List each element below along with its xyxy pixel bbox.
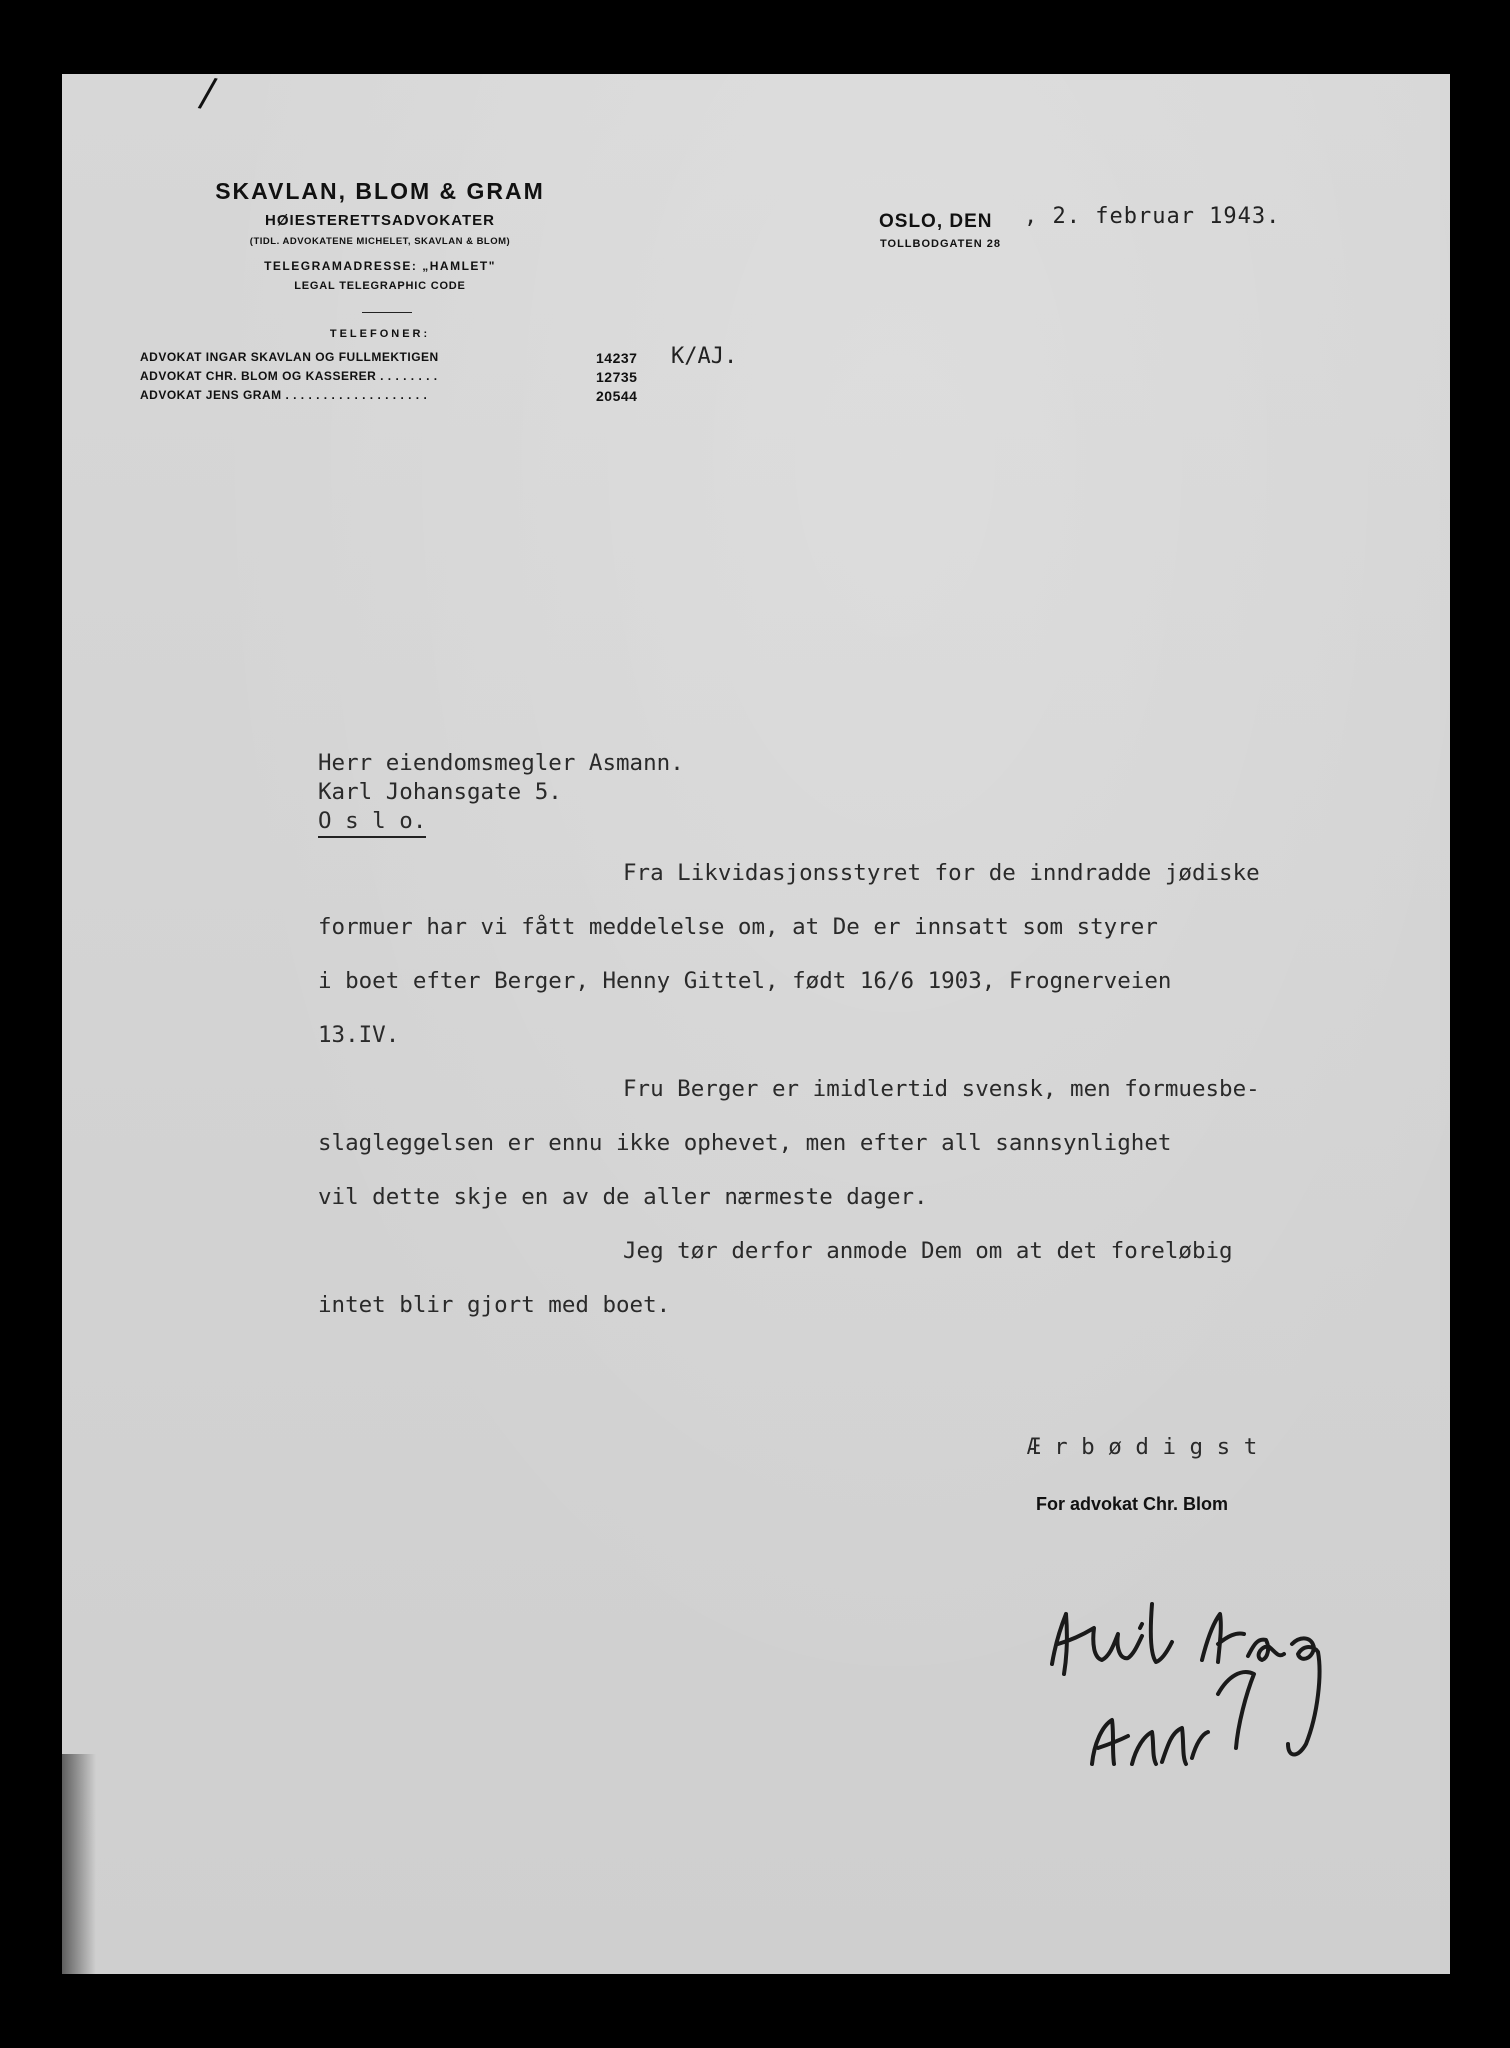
recipient-city-text: O s l o.: [318, 808, 426, 838]
phone-number: 12735: [596, 369, 638, 385]
body-line: intet blir gjort med boet.: [318, 1292, 671, 1318]
phone-row: [140, 350, 660, 366]
firm-name: SKAVLAN, BLOM & GRAM: [215, 178, 545, 204]
body-line: Fra Likvidasjonsstyret for de inndradde jødiske: [623, 860, 1260, 886]
phone-row: [140, 369, 660, 385]
phone-number: 14237: [596, 350, 638, 366]
phone-name: ADVOKAT INGAR SKAVLAN OG FULLMEKTIGEN: [140, 350, 439, 364]
body-line: Fru Berger er imidlertid svensk, men formuesbe-: [623, 1076, 1260, 1102]
handwritten-signature: [1022, 1544, 1422, 1804]
recipient-line-1: Herr eiendomsmegler Asmann.: [318, 750, 684, 776]
letter-date: , 2. februar 1943.: [1024, 204, 1281, 229]
phone-name: ADVOKAT CHR. BLOM OG KASSERER . . . . . . . .: [140, 369, 438, 383]
reference-code: K/AJ.: [671, 344, 738, 369]
phone-row: [140, 388, 660, 404]
telegram-address: TELEGRAMADRESSE: „HAMLET": [264, 259, 496, 273]
phone-name: ADVOKAT JENS GRAM . . . . . . . . . . . . . . . . . . .: [140, 388, 428, 402]
pencil-tick-mark: /: [196, 69, 220, 117]
closing-salutation: Æ r b ø d i g s t: [1027, 1434, 1258, 1460]
phone-number: 20544: [596, 388, 638, 404]
body-line: i boet efter Berger, Henny Gittel, født 16/6 1903, Frognerveien: [318, 968, 1172, 994]
letter-page: [62, 69, 1450, 1974]
body-line: 13.IV.: [318, 1022, 400, 1048]
phones-heading: TELEFONER:: [329, 328, 431, 340]
body-line: vil dette skje en av de aller nærmeste dager.: [318, 1184, 928, 1210]
telegraphic-code: LEGAL TELEGRAPHIC CODE: [294, 280, 466, 292]
page-edge-shadow: [62, 1754, 96, 1974]
body-line: slagleggelsen er ennu ikke ophevet, men efter all sannsynlighet: [318, 1130, 1172, 1156]
street-address: TOLLBODGATEN 28: [880, 238, 1001, 250]
recipient-line-2: Karl Johansgate 5.: [318, 779, 562, 805]
former-name: (TIDL. ADVOKATENE MICHELET, SKAVLAN & BLOM): [249, 236, 511, 247]
body-line: formuer har vi fått meddelelse om, at De er innsatt som styrer: [318, 914, 1158, 940]
body-line: Jeg tør derfor anmode Dem om at det foreløbig: [623, 1238, 1233, 1264]
letterhead-divider: [362, 312, 412, 313]
firm-title: HØIESTERETTSADVOKATER: [265, 212, 495, 229]
recipient-city: [318, 808, 426, 834]
city-label: OSLO, DEN: [879, 211, 993, 232]
signoff-stamp: For advokat Chr. Blom: [1036, 1494, 1229, 1514]
